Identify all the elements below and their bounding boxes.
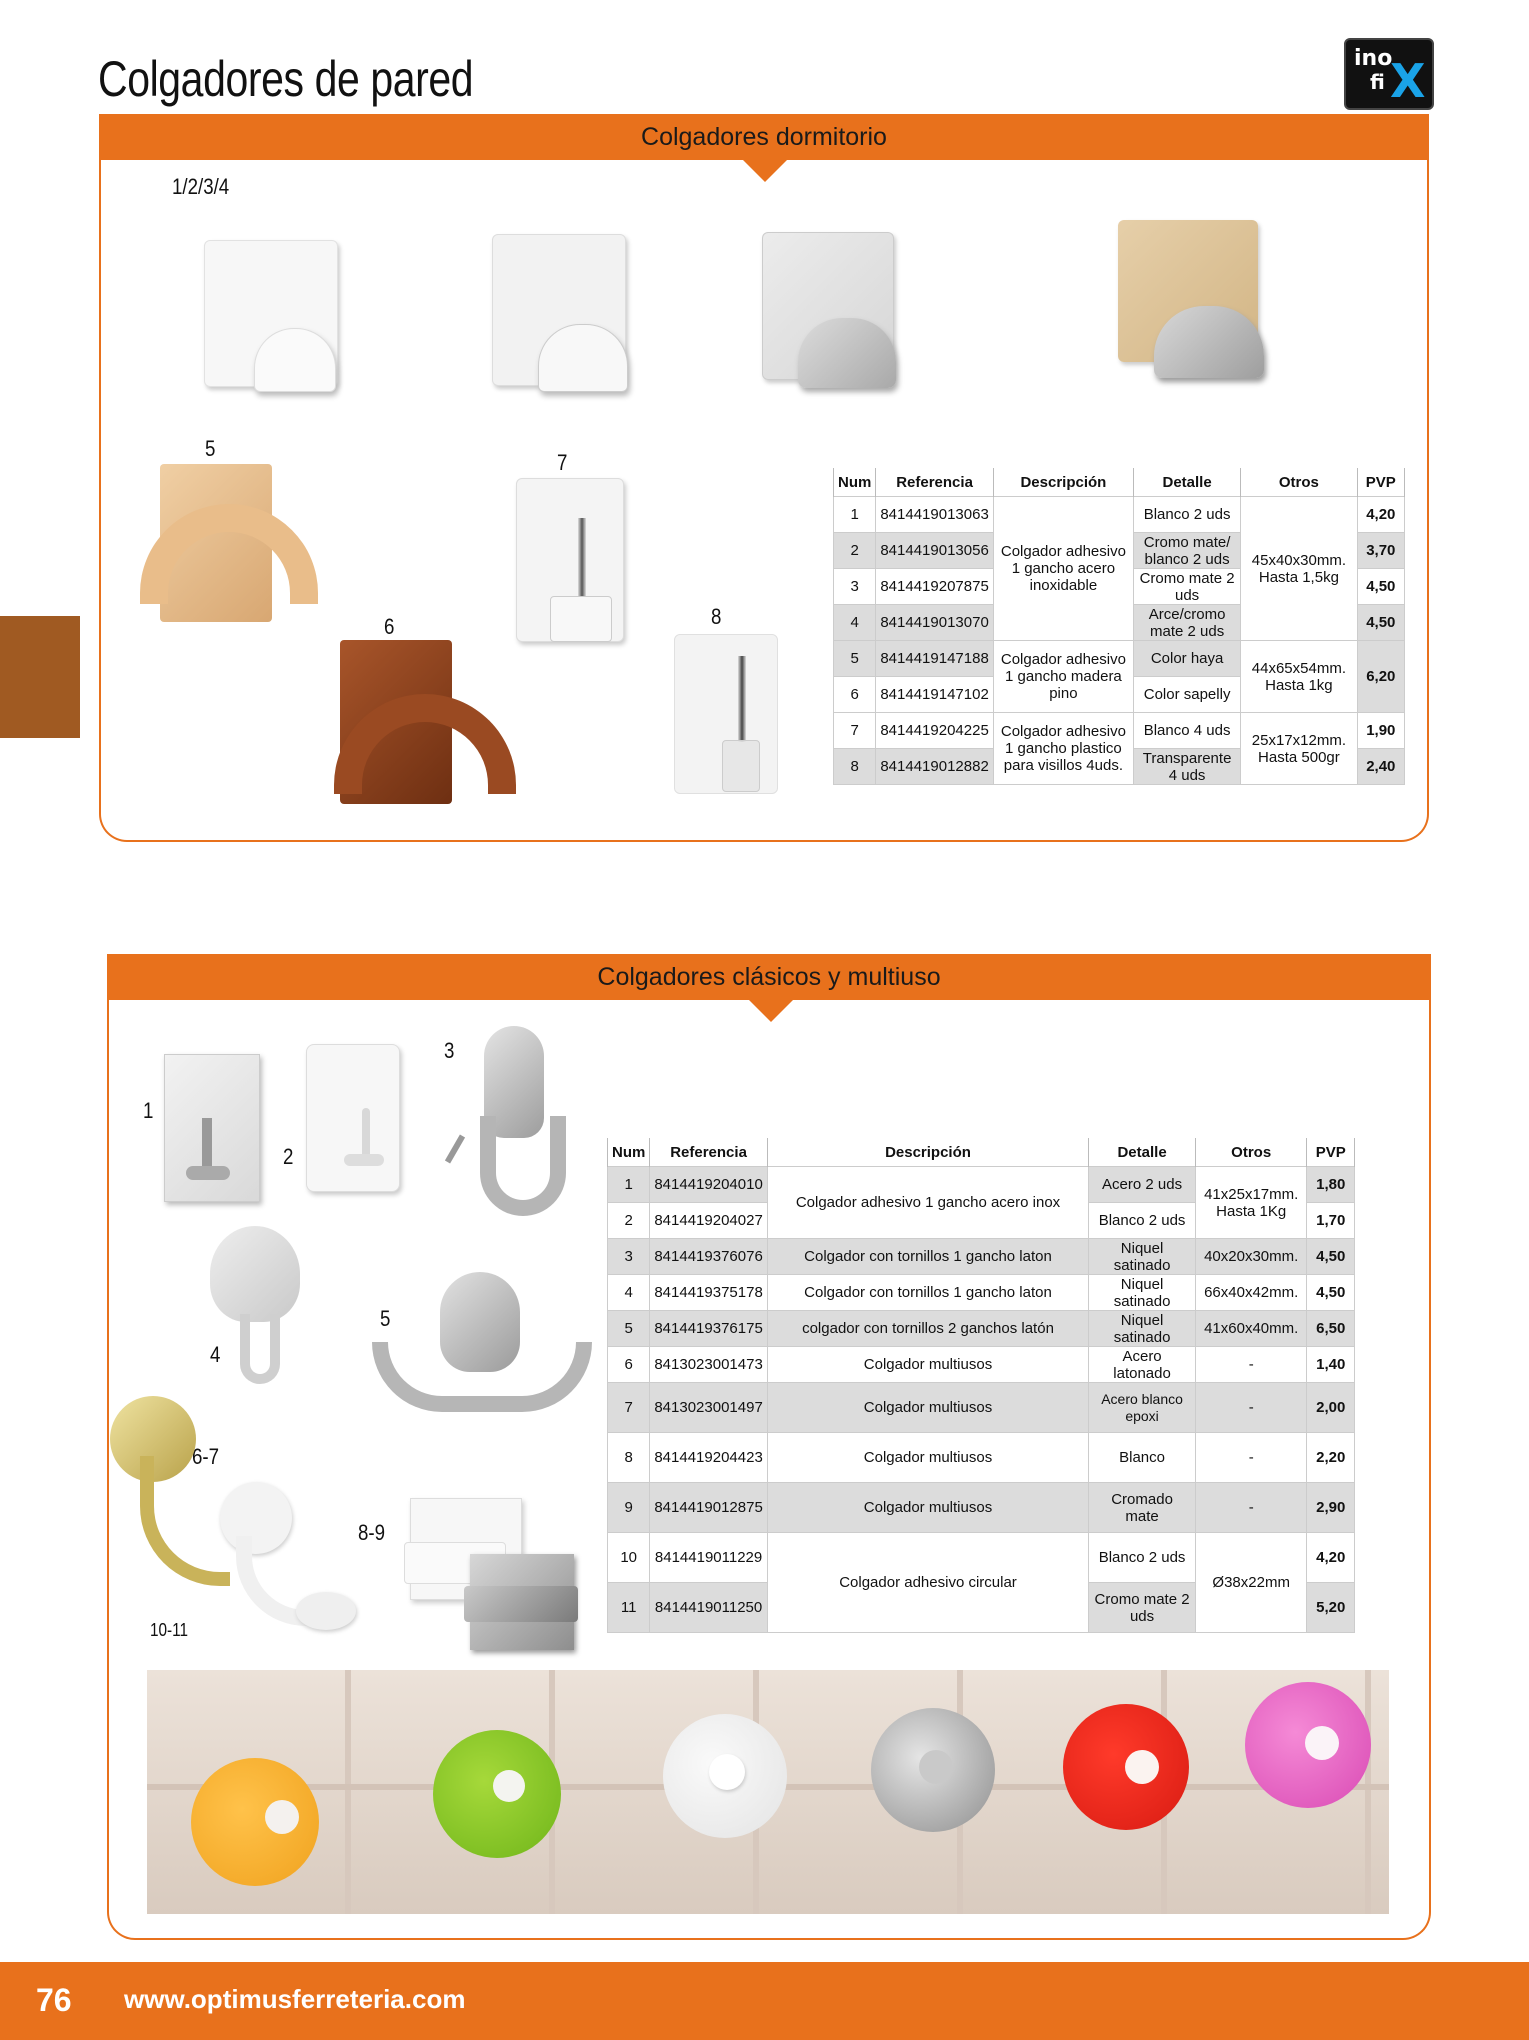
- cell-otros: 41x60x40mm.: [1195, 1311, 1307, 1347]
- product-label: 6-7: [192, 1444, 220, 1469]
- col-header: Otros: [1195, 1138, 1307, 1167]
- logo-text-1: ino: [1354, 46, 1393, 71]
- cell-detail: Transparente 4 uds: [1134, 749, 1241, 785]
- col-header: Num: [608, 1138, 650, 1167]
- cell-detail: Niquel satinado: [1089, 1239, 1196, 1275]
- cell-pvp: 4,50: [1307, 1239, 1355, 1275]
- section-title: Colgadores clásicos y multiuso: [109, 954, 1429, 1000]
- product-photo-2: [306, 1044, 400, 1192]
- product-label: 5: [205, 436, 216, 461]
- spec-table-clasicos: [607, 1138, 1355, 1633]
- col-header: Otros: [1241, 468, 1357, 497]
- cell-num: 2: [608, 1203, 650, 1239]
- table-row: [608, 1275, 1355, 1311]
- col-header: Descripción: [767, 1138, 1088, 1167]
- cell-desc: Colgador adhesivo 1 gancho acero inoxidable: [993, 497, 1133, 641]
- product-label: 2: [283, 1144, 294, 1169]
- cell-otros: -: [1195, 1483, 1307, 1533]
- cell-ref: 8413023001497: [650, 1383, 767, 1433]
- page-number: 76: [36, 1982, 72, 2018]
- product-photo-4: [1118, 220, 1264, 380]
- cell-ref: 8414419204225: [876, 713, 993, 749]
- product-photo-5: [140, 464, 322, 624]
- lifestyle-photo: [147, 1670, 1389, 1914]
- product-photo-2: [492, 234, 626, 392]
- col-header: Referencia: [650, 1138, 767, 1167]
- cell-pvp: 4,50: [1307, 1275, 1355, 1311]
- logo-mark: X: [1390, 54, 1426, 108]
- logo-text-2: fi: [1370, 70, 1385, 94]
- col-header: PVP: [1357, 468, 1404, 497]
- product-photo-3: [440, 1026, 570, 1218]
- cell-detail: Color sapelly: [1134, 677, 1241, 713]
- product-label: 1: [143, 1098, 154, 1123]
- cell-pvp: 4,50: [1357, 605, 1404, 641]
- cell-detail: Color haya: [1134, 641, 1241, 677]
- cell-num: 7: [608, 1383, 650, 1433]
- cell-num: 9: [608, 1483, 650, 1533]
- cell-otros: -: [1195, 1347, 1307, 1383]
- cell-otros: 41x25x17mm. Hasta 1Kg: [1195, 1167, 1307, 1239]
- product-photo-6: [334, 640, 518, 806]
- cell-num: 4: [608, 1275, 650, 1311]
- cell-detail: Cromado mate: [1089, 1483, 1196, 1533]
- product-photo-8: [674, 634, 778, 794]
- cell-ref: 8414419375178: [650, 1275, 767, 1311]
- cell-ref: 8414419204010: [650, 1167, 767, 1203]
- cell-ref: 8414419204423: [650, 1433, 767, 1483]
- product-photo-4: [200, 1226, 310, 1396]
- section-title: Colgadores dormitorio: [101, 114, 1427, 160]
- cell-num: 4: [834, 605, 876, 641]
- cell-otros: -: [1195, 1383, 1307, 1433]
- cell-ref: 8414419011250: [650, 1583, 767, 1633]
- product-photo-8-9: [404, 1498, 578, 1652]
- cell-ref: 8414419376175: [650, 1311, 767, 1347]
- product-photo-1: [164, 1054, 260, 1204]
- side-tab: [0, 616, 80, 738]
- cell-desc: Colgador adhesivo 1 gancho madera pino: [993, 641, 1133, 713]
- cell-otros: -: [1195, 1433, 1307, 1483]
- table-row: [608, 1311, 1355, 1347]
- cell-desc: Colgador multiusos: [767, 1433, 1088, 1483]
- cell-num: 3: [608, 1239, 650, 1275]
- table-row: [834, 497, 1405, 533]
- col-header: PVP: [1307, 1138, 1355, 1167]
- product-label: 8: [711, 604, 722, 629]
- page-footer: [0, 1962, 1529, 2040]
- cell-pvp: 2,00: [1307, 1383, 1355, 1433]
- cell-pvp: 3,70: [1357, 533, 1404, 569]
- product-label: 6: [384, 614, 395, 639]
- cell-otros: 40x20x30mm.: [1195, 1239, 1307, 1275]
- cell-detail: Cromo mate/ blanco 2 uds: [1134, 533, 1241, 569]
- cell-ref: 8414419013063: [876, 497, 993, 533]
- cell-num: 1: [608, 1167, 650, 1203]
- table-row: [834, 641, 1405, 677]
- cell-desc: colgador con tornillos 2 ganchos latón: [767, 1311, 1088, 1347]
- cell-ref: 8414419147188: [876, 641, 993, 677]
- cell-num: 10: [608, 1533, 650, 1583]
- brand-logo: [1344, 38, 1434, 110]
- cell-desc: Colgador multiusos: [767, 1347, 1088, 1383]
- product-label: 7: [557, 450, 568, 475]
- product-photo-7: [516, 478, 624, 642]
- cell-desc: Colgador con tornillos 1 gancho laton: [767, 1275, 1088, 1311]
- cell-detail: Arce/cromo mate 2 uds: [1134, 605, 1241, 641]
- cell-num: 5: [834, 641, 876, 677]
- cell-desc: Colgador multiusos: [767, 1383, 1088, 1433]
- cell-pvp: 2,20: [1307, 1433, 1355, 1483]
- cell-desc: Colgador adhesivo 1 gancho plastico para visillos 4uds.: [993, 713, 1133, 785]
- product-label: 3: [444, 1038, 455, 1063]
- table-row: [608, 1533, 1355, 1583]
- cell-pvp: 4,20: [1307, 1533, 1355, 1583]
- cell-pvp: 1,90: [1357, 713, 1404, 749]
- table-row: [608, 1347, 1355, 1383]
- product-label: 10-11: [150, 1620, 188, 1640]
- cell-detail: Blanco 2 uds: [1134, 497, 1241, 533]
- cell-num: 5: [608, 1311, 650, 1347]
- col-header: Referencia: [876, 468, 993, 497]
- cell-otros: 66x40x42mm.: [1195, 1275, 1307, 1311]
- table-row: [608, 1167, 1355, 1203]
- cell-ref: 8414419013070: [876, 605, 993, 641]
- cell-ref: 8414419011229: [650, 1533, 767, 1583]
- cell-ref: 8414419012875: [650, 1483, 767, 1533]
- product-photo-5: [372, 1272, 592, 1418]
- cell-desc: Colgador con tornillos 1 gancho laton: [767, 1239, 1088, 1275]
- cell-detail: Acero latonado: [1089, 1347, 1196, 1383]
- cell-num: 8: [608, 1433, 650, 1483]
- cell-otros: 25x17x12mm. Hasta 500gr: [1241, 713, 1357, 785]
- col-header: Detalle: [1134, 468, 1241, 497]
- table-row: [834, 713, 1405, 749]
- cell-ref: 8414419147102: [876, 677, 993, 713]
- cell-detail: Blanco: [1089, 1433, 1196, 1483]
- product-photo-1: [204, 240, 336, 390]
- cell-desc: Colgador adhesivo circular: [767, 1533, 1088, 1633]
- cell-detail: Cromo mate 2 uds: [1089, 1583, 1196, 1633]
- cell-desc: Colgador adhesivo 1 gancho acero inox: [767, 1167, 1088, 1239]
- cell-detail: Niquel satinado: [1089, 1275, 1196, 1311]
- cell-pvp: 4,50: [1357, 569, 1404, 605]
- cell-ref: 8414419376076: [650, 1239, 767, 1275]
- cell-num: 7: [834, 713, 876, 749]
- cell-ref: 8414419204027: [650, 1203, 767, 1239]
- cell-num: 6: [834, 677, 876, 713]
- cell-pvp: 1,80: [1307, 1167, 1355, 1203]
- cell-otros: 45x40x30mm. Hasta 1,5kg: [1241, 497, 1357, 641]
- cell-ref: 8414419012882: [876, 749, 993, 785]
- product-label: 8-9: [358, 1520, 386, 1545]
- cell-detail: Blanco 4 uds: [1134, 713, 1241, 749]
- col-header: Detalle: [1089, 1138, 1196, 1167]
- cell-detail: Acero blanco epoxi: [1089, 1383, 1196, 1433]
- cell-ref: 8414419013056: [876, 533, 993, 569]
- cell-num: 3: [834, 569, 876, 605]
- cell-pvp: 6,20: [1357, 641, 1404, 713]
- col-header: Num: [834, 468, 876, 497]
- cell-otros: Ø38x22mm: [1195, 1533, 1307, 1633]
- table-row: [608, 1433, 1355, 1483]
- product-label: 4: [210, 1342, 221, 1367]
- cell-pvp: 1,40: [1307, 1347, 1355, 1383]
- cell-detail: Blanco 2 uds: [1089, 1533, 1196, 1583]
- product-label: 1/2/3/4: [172, 174, 230, 199]
- cell-num: 6: [608, 1347, 650, 1383]
- cell-ref: 8414419207875: [876, 569, 993, 605]
- product-photo-3: [762, 232, 896, 390]
- cell-detail: Cromo mate 2 uds: [1134, 569, 1241, 605]
- table-row: [608, 1383, 1355, 1433]
- product-label: 5: [380, 1306, 391, 1331]
- section-notch: [743, 160, 787, 182]
- table-row: [608, 1483, 1355, 1533]
- cell-pvp: 1,70: [1307, 1203, 1355, 1239]
- spec-table-dormitorio: [833, 468, 1405, 785]
- cell-num: 1: [834, 497, 876, 533]
- cell-num: 2: [834, 533, 876, 569]
- cell-detail: Blanco 2 uds: [1089, 1203, 1196, 1239]
- cell-detail: Acero 2 uds: [1089, 1167, 1196, 1203]
- col-header: Descripción: [993, 468, 1133, 497]
- cell-pvp: 6,50: [1307, 1311, 1355, 1347]
- round-hook-orange: [191, 1758, 319, 1886]
- cell-pvp: 5,20: [1307, 1583, 1355, 1633]
- cell-pvp: 4,20: [1357, 497, 1404, 533]
- cell-detail: Niquel satinado: [1089, 1311, 1196, 1347]
- section-notch: [749, 1000, 793, 1022]
- cell-pvp: 2,90: [1307, 1483, 1355, 1533]
- cell-num: 11: [608, 1583, 650, 1633]
- cell-ref: 8413023001473: [650, 1347, 767, 1383]
- product-photo-6-7: [110, 1396, 370, 1644]
- page-title: Colgadores de pared: [98, 51, 474, 107]
- cell-otros: 44x65x54mm. Hasta 1kg: [1241, 641, 1357, 713]
- website-link[interactable]: www.optimusferreteria.com: [124, 1984, 466, 2014]
- cell-desc: Colgador multiusos: [767, 1483, 1088, 1533]
- cell-num: 8: [834, 749, 876, 785]
- table-row: [608, 1239, 1355, 1275]
- cell-pvp: 2,40: [1357, 749, 1404, 785]
